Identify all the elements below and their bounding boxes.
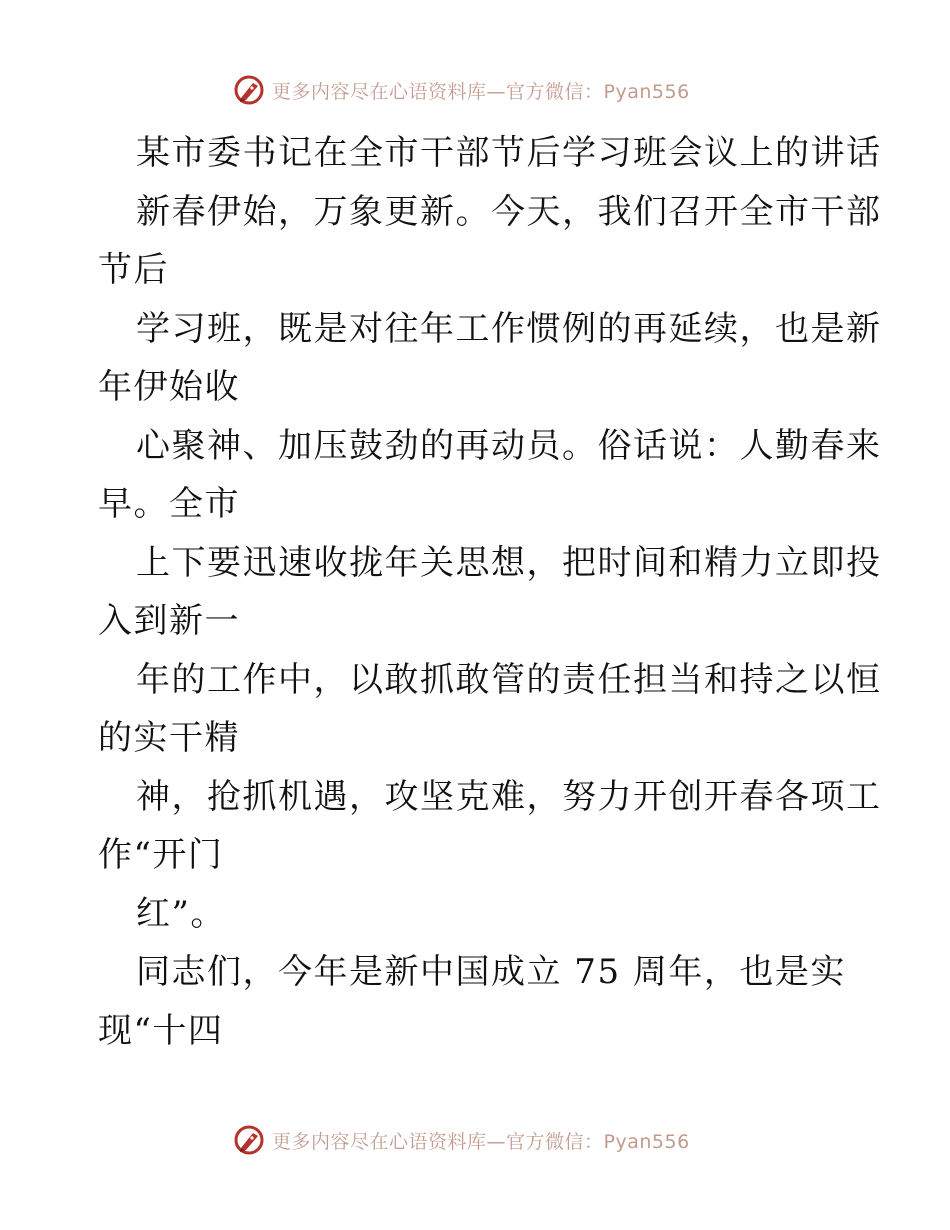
document-line: 某市委书记在全市干部节后学习班会议上的讲话 [136,133,882,173]
document-body [98,124,882,1060]
document-line: 新春伊始，万象更新。今天，我们召开全市干部 [136,191,882,232]
document-line: 节后 [98,250,169,290]
footer-banner [232,1122,690,1158]
pen-nib-circle-icon [232,1123,266,1157]
document-line: 上下要迅速收拢年关思想，把时间和精力立即投 [136,542,882,583]
document-line: 同志们，今年是新中国成立 75 周年，也是实 [136,952,846,992]
footer-banner-text: 更多内容尽在心语资料库—官方微信：Pyan556 [272,1130,690,1153]
document-line: 的实干精 [98,718,240,758]
document-line: 神，抢抓机遇，攻坚克难，努力开创开春各项工 [136,776,882,817]
document-line: 红”。 [136,893,226,934]
document-line: 入到新一 [98,601,240,641]
header-banner [232,72,690,108]
document-line: 年的工作中，以敢抓敢管的责任担当和持之以恒 [136,659,882,700]
document-line: 心聚神、加压鼓劲的再动员。俗话说：人勤春来 [136,425,882,466]
document-line: 学习班，既是对往年工作惯例的再延续，也是新 [136,308,882,349]
header-banner-text: 更多内容尽在心语资料库—官方微信：Pyan556 [272,80,690,103]
document-line: 现“十四 [98,1010,224,1051]
document-line: 年伊始收 [98,367,240,407]
pen-nib-circle-icon [232,73,266,107]
document-line: 早。全市 [98,484,240,524]
document-line: 作“开门 [98,835,224,875]
